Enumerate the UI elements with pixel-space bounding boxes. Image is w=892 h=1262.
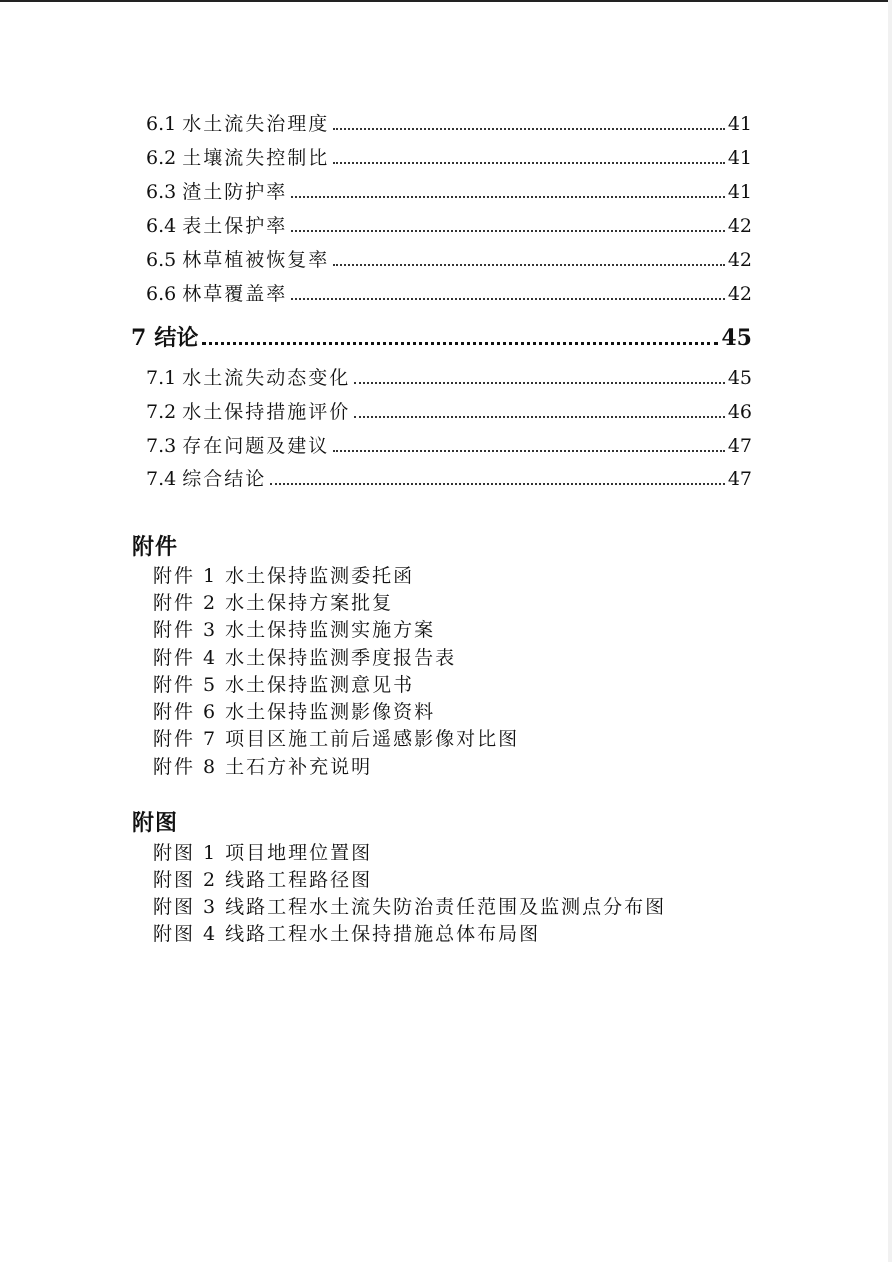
toc-chapter-entry[interactable] <box>131 320 752 352</box>
toc-entry-title: 综合结论 <box>182 468 267 490</box>
toc-chapter-page: 45 <box>721 325 752 351</box>
toc-entry-page: 47 <box>727 435 752 457</box>
toc-entry-number: 6.5 <box>146 249 177 271</box>
attachment-item[interactable]: 附件 2 水土保持方案批复 <box>153 592 394 614</box>
toc-entry-title: 林草覆盖率 <box>182 283 288 305</box>
toc-entry-number: 7.3 <box>146 435 177 457</box>
toc-dot-leader <box>354 415 725 418</box>
attachment-item[interactable]: 附件 5 水土保持监测意见书 <box>153 674 415 696</box>
toc-entry-page: 42 <box>727 249 752 271</box>
toc-dot-leader <box>291 229 725 232</box>
toc-entry-page: 46 <box>727 401 752 423</box>
toc-entry[interactable] <box>146 430 752 458</box>
attachment-item[interactable]: 附件 3 水土保持监测实施方案 <box>153 619 436 641</box>
figure-item[interactable]: 附图 4 线路工程水土保持措施总体布局图 <box>153 923 541 945</box>
toc-entry-title: 林草植被恢复率 <box>182 249 330 271</box>
toc-dot-leader <box>333 263 725 266</box>
figure-item[interactable]: 附图 3 线路工程水土流失防治责任范围及监测点分布图 <box>153 896 667 918</box>
toc-chapter-number: 7 <box>131 325 147 351</box>
toc-entry-title: 表土保护率 <box>182 215 288 237</box>
attachment-item[interactable]: 附件 8 土石方补充说明 <box>153 756 373 778</box>
toc-dot-leader <box>270 482 725 485</box>
figures-heading: 附图 <box>132 810 179 836</box>
toc-entry[interactable] <box>146 278 752 306</box>
toc-entry-title: 渣土防护率 <box>182 181 288 203</box>
toc-dot-leader <box>291 297 725 300</box>
attachments-heading: 附件 <box>132 534 179 560</box>
toc-dot-leader <box>333 449 725 452</box>
toc-dot-leader <box>354 381 725 384</box>
toc-entry-page: 45 <box>727 367 752 389</box>
toc-entry-page: 42 <box>727 283 752 305</box>
toc-dot-leader <box>333 127 725 130</box>
toc-entry-page: 41 <box>727 147 752 169</box>
toc-entry-page: 42 <box>727 215 752 237</box>
toc-entry-title: 水土流失动态变化 <box>182 367 351 389</box>
attachment-item[interactable]: 附件 4 水土保持监测季度报告表 <box>153 647 457 669</box>
toc-entry-title: 水土流失治理度 <box>182 113 330 135</box>
toc-entry[interactable] <box>146 362 752 390</box>
toc-entry[interactable] <box>146 176 752 204</box>
toc-entry[interactable] <box>146 463 752 491</box>
toc-entry-page: 41 <box>727 113 752 135</box>
toc-entry-number: 6.6 <box>146 283 177 305</box>
toc-entry-title: 土壤流失控制比 <box>182 147 330 169</box>
toc-entry-number: 7.2 <box>146 401 177 423</box>
toc-entry-page: 41 <box>727 181 752 203</box>
toc-entry-number: 6.4 <box>146 215 177 237</box>
figure-item[interactable]: 附图 2 线路工程路径图 <box>153 869 373 891</box>
toc-entry[interactable] <box>146 142 752 170</box>
toc-entry-number: 6.1 <box>146 113 177 135</box>
attachment-item[interactable]: 附件 7 项目区施工前后遥感影像对比图 <box>153 728 520 750</box>
toc-entry-number: 6.3 <box>146 181 177 203</box>
toc-dot-leader <box>202 341 718 345</box>
toc-chapter-title: 结论 <box>154 325 199 351</box>
toc-entry-title: 水土保持措施评价 <box>182 401 351 423</box>
attachment-item[interactable]: 附件 1 水土保持监测委托函 <box>153 565 415 587</box>
toc-entry-number: 7.1 <box>146 367 177 389</box>
toc-entry-number: 6.2 <box>146 147 177 169</box>
toc-entry-page: 47 <box>727 468 752 490</box>
toc-entry-number: 7.4 <box>146 468 177 490</box>
toc-dot-leader <box>333 161 725 164</box>
toc-entry[interactable] <box>146 210 752 238</box>
figure-item[interactable]: 附图 1 项目地理位置图 <box>153 842 373 864</box>
toc-entry-title: 存在问题及建议 <box>182 435 330 457</box>
toc-entry[interactable] <box>146 108 752 136</box>
top-border-line <box>0 0 892 2</box>
attachment-item[interactable]: 附件 6 水土保持监测影像资料 <box>153 701 436 723</box>
toc-entry[interactable] <box>146 396 752 424</box>
toc-entry[interactable] <box>146 244 752 272</box>
toc-dot-leader <box>291 195 725 198</box>
page-edge-shadow <box>888 0 892 1262</box>
